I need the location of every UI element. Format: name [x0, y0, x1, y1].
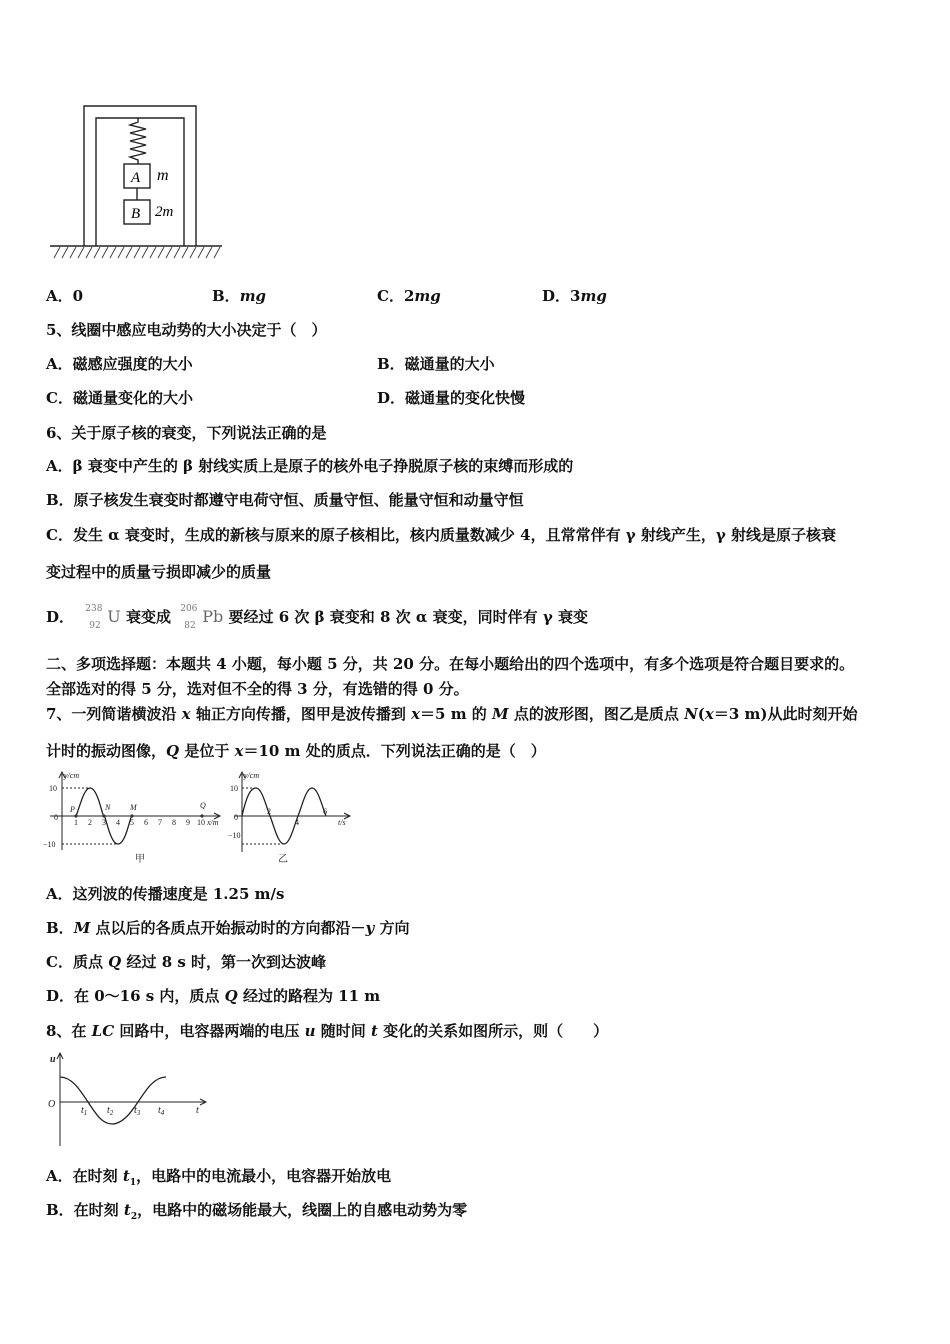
- spring: [130, 118, 146, 164]
- fig-a-tick: 2: [88, 818, 92, 827]
- fig-a-tick: 9: [186, 818, 190, 827]
- fig-b-ytick-neg10: −10: [228, 831, 241, 840]
- q5-option-a[interactable]: A．磁感应强度的大小: [46, 355, 193, 373]
- q8-stem: 8、在 LC 回路中，电容器两端的电压 u 随时间 t 变化的关系如图所示，则（ ）: [46, 1022, 609, 1040]
- fig-origin: O: [48, 1099, 56, 1110]
- label-a: A: [131, 170, 141, 186]
- q4-option-c[interactable]: C．2mg: [377, 287, 441, 305]
- q6-option-a[interactable]: A．β 衰变中产生的 β 射线实质上是原子的核外电子挣脱原子核的束缚而形成的: [46, 457, 574, 475]
- fig-t3: $t_3$: [134, 1105, 141, 1117]
- q7-option-b[interactable]: B．M 点以后的各质点开始振动时的方向都沿－y 方向: [46, 919, 410, 937]
- fig-a-xlabel: x/m: [207, 818, 219, 827]
- fig-a-tick: 6: [144, 818, 148, 827]
- q8-option-a[interactable]: A．在时刻 $t_1$，电路中的电流最小，电容器开始放电: [46, 1167, 392, 1188]
- fig-a-tick: 1: [74, 818, 78, 827]
- wave-figure-a: [42, 770, 232, 870]
- fig-b-tick: 6: [323, 807, 327, 816]
- fig-t4: $t_4$: [158, 1105, 165, 1117]
- fig-b-ylabel: y/cm: [244, 771, 260, 780]
- fig-a-ytick-neg10: −10: [43, 840, 56, 849]
- fig-a-tick: 8: [172, 818, 176, 827]
- fig-a-ytick-10: 10: [49, 784, 57, 793]
- q5-option-b[interactable]: B．磁通量的大小: [377, 355, 495, 373]
- label-m: m: [157, 167, 169, 184]
- fig-a-n: N: [105, 803, 111, 812]
- fig-a-ylabel: y/cm: [64, 771, 80, 780]
- fig-a-p: P: [70, 805, 75, 814]
- q6-option-b[interactable]: B．原子核发生衰变时都遵守电荷守恒、质量守恒、能量守恒和动量守恒: [46, 491, 524, 509]
- fig-t1: $t_1$: [81, 1105, 88, 1117]
- fig-b-xlabel: t/s: [338, 818, 346, 827]
- label-2m: 2m: [155, 204, 174, 220]
- q4-option-d[interactable]: D．3mg: [542, 287, 607, 305]
- q7-option-d[interactable]: D．在 0～16 s 内，质点 Q 经过的路程为 11 m: [46, 987, 381, 1005]
- spring-block-figure: [46, 98, 226, 263]
- q7-stem-line2: 计时的振动图像，Q 是位于 x＝10 m 处的质点．下列说法正确的是（ ）: [46, 742, 546, 760]
- q5-option-d[interactable]: D．磁通量的变化快慢: [377, 389, 526, 407]
- q7-option-a[interactable]: A．这列波的传播速度是 1.25 m/s: [46, 885, 285, 903]
- fig-b-origin: 0: [234, 813, 238, 822]
- fig-a-q: Q: [200, 801, 206, 810]
- q5-option-c[interactable]: C．磁通量变化的大小: [46, 389, 193, 407]
- fig-t-axis: t: [196, 1105, 199, 1116]
- q6-stem: 6、关于原子核的衰变，下列说法正确的是: [46, 424, 327, 442]
- fig-u-label: u: [50, 1054, 56, 1065]
- fig-a-tick: 10: [197, 818, 205, 827]
- fig-b-ytick-10: 10: [230, 784, 238, 793]
- isotope-pb206: 206 82 Pb: [180, 604, 224, 631]
- q4-option-a[interactable]: A．0: [46, 287, 84, 305]
- label-b: B: [131, 206, 141, 222]
- fig-b-tick: 2: [267, 807, 271, 816]
- fig-a-caption: 甲: [135, 854, 145, 865]
- q5-stem: 5、线圈中感应电动势的大小决定于（ ）: [46, 321, 327, 339]
- lc-voltage-figure: [44, 1050, 214, 1150]
- section2-line1: 二、多项选择题：本题共 4 小题，每小题 5 分，共 20 分。在每小题给出的四个选项中，有多个选项是符合题目要求的。: [46, 655, 855, 673]
- fig-a-tick: 5: [130, 818, 134, 827]
- fig-a-tick: 4: [116, 818, 120, 827]
- q7-stem-line1: 7、一列简谐横波沿 x 轴正方向传播，图甲是波传播到 x＝5 m 的 M 点的波形图，图乙是质点 N(x＝3 m)从此时刻开始: [46, 705, 858, 723]
- fig-b-caption: 乙: [278, 854, 288, 865]
- q8-option-b[interactable]: B．在时刻 $t_2$，电路中的磁场能最大，线圈上的自感电动势为零: [46, 1201, 468, 1222]
- q7-option-c[interactable]: C．质点 Q 经过 8 s 时，第一次到达波峰: [46, 953, 327, 971]
- fig-b-tick: 4: [295, 818, 299, 827]
- isotope-u238: 238 92 U: [85, 604, 121, 631]
- q6-option-c-line2[interactable]: 变过程中的质量亏损即减少的质量: [46, 563, 272, 581]
- fig-a-tick: 3: [102, 818, 106, 827]
- q4-option-b[interactable]: B．mg: [212, 287, 267, 305]
- fig-a-origin: 0: [54, 813, 58, 822]
- fig-a-m: M: [130, 803, 137, 812]
- q6-option-d[interactable]: D． 238 92 U 衰变成 206 82 Pb 要经过 6 次 β 衰变和 8 次 α 衰变，同时伴有 γ 衰变: [46, 604, 588, 631]
- fig-a-tick: 7: [158, 818, 162, 827]
- section2-line2: 全部选对的得 5 分，选对但不全的得 3 分，有选错的得 0 分。: [46, 680, 469, 698]
- q6-option-c-line1[interactable]: C．发生 α 衰变时，生成的新核与原来的原子核相比，核内质量数减少 4，且常常伴有 γ 射线产生，γ 射线是原子核衰: [46, 526, 837, 544]
- wave-figure-b: [228, 770, 358, 870]
- fig-t2: $t_2$: [107, 1105, 114, 1117]
